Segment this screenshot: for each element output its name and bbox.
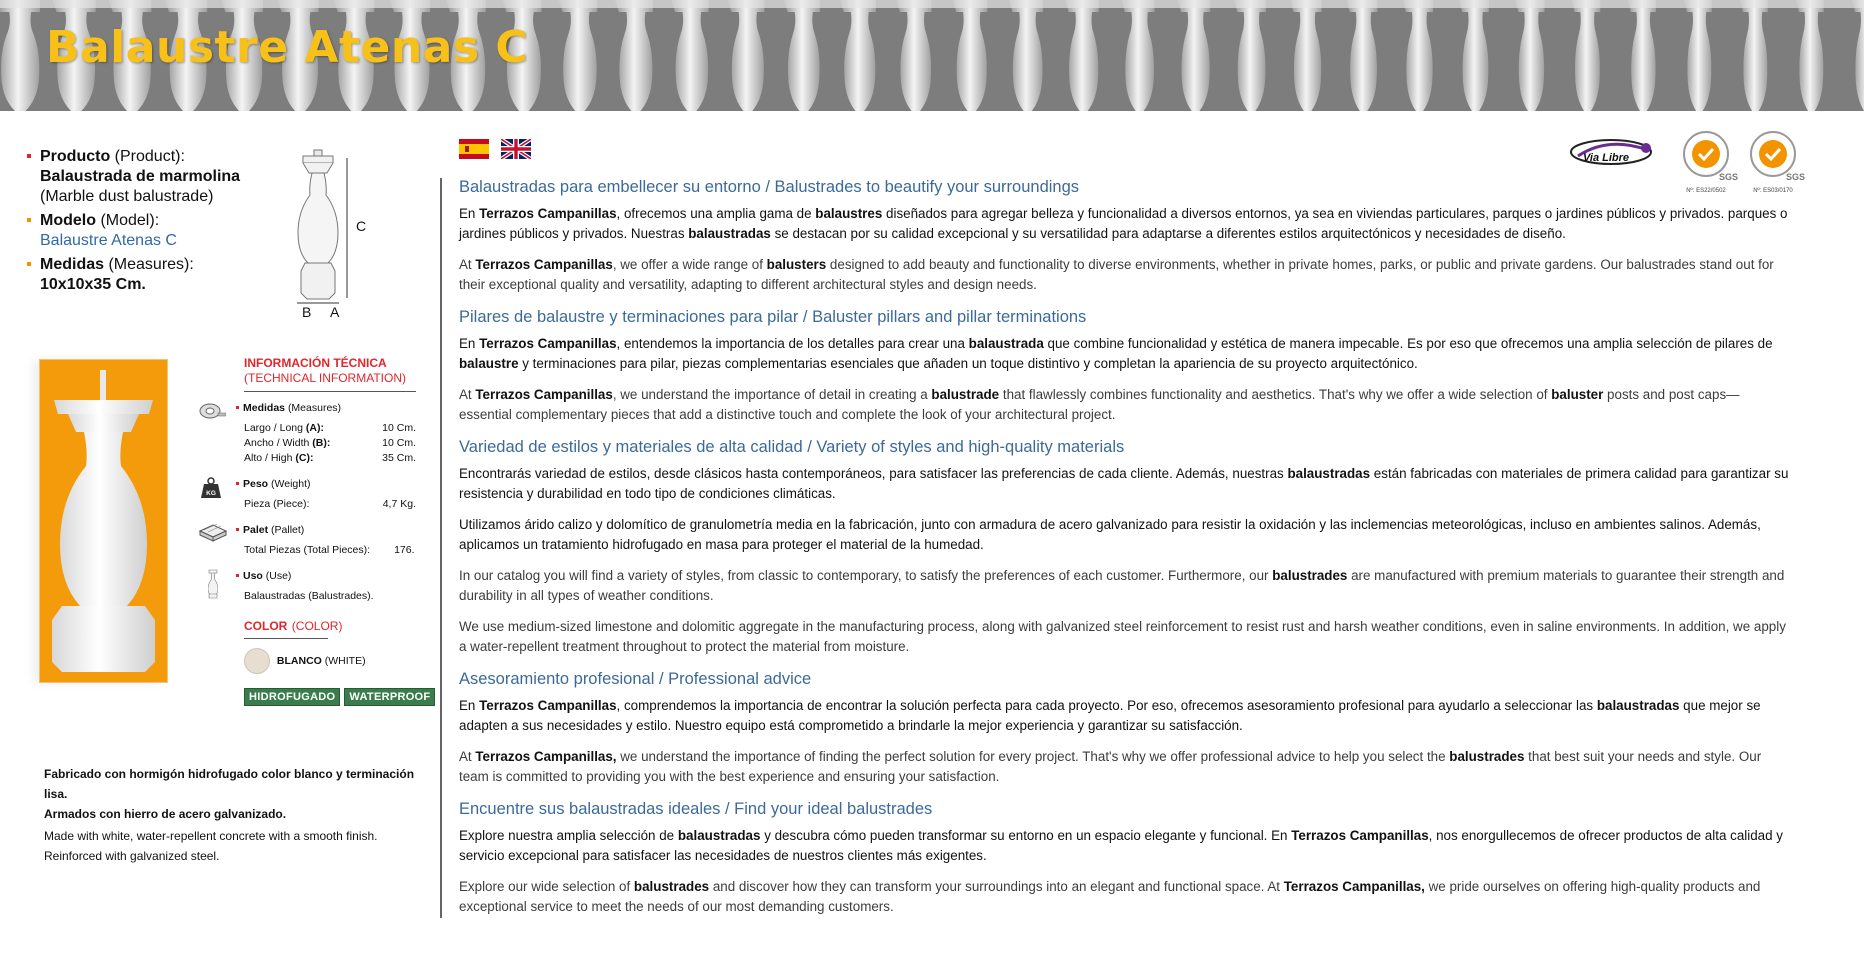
- column-divider: [440, 178, 442, 918]
- paragraph-es: En Terrazos Campanillas, entendemos la importancia de los detalles para crear una balaustrada que combine funcionalidad y estética de manera impecable. Es por eso que ofrecemos una amplia selección de pilares de balaustre y terminaciones para pilar, piezas complementarias esenciales que añaden un toque distintivo y completan la apariencia de su proyecto arquitectónico.: [459, 336, 1773, 371]
- section-title: Variedad de estilos y materiales de alta calidad / Variety of styles and high-quality materials: [459, 438, 1125, 456]
- product-photo: [40, 360, 167, 682]
- paragraph-en: At Terrazos Campanillas, we understand the importance of detail in creating a balustrade that flawlessly combines functionality and aesthetics. That's why we offer a wide selection of baluster posts and post caps—essential complementary pieces that add a distinctive touch and complete the look of your architectural project.: [459, 387, 1740, 422]
- svg-text:Nº: ES22/0502: Nº: ES22/0502: [1686, 188, 1726, 194]
- waterproof-badge-es: HIDROFUGADO: [244, 688, 340, 706]
- spec-measures: Medidas (Measures): 10x10x35 Cm.: [27, 255, 267, 295]
- pallet-icon: [198, 523, 226, 545]
- technical-drawing: [285, 148, 375, 320]
- tech-subheading: (TECHNICAL INFORMATION): [244, 371, 406, 385]
- svg-text:KG: KG: [206, 490, 216, 497]
- section-title: Asesoramiento profesional / Professional advice: [459, 670, 812, 688]
- weight-row: Pieza (Piece): 4,7 Kg.: [244, 498, 416, 510]
- measure-row: Alto / High (C): 35 Cm.: [244, 452, 416, 464]
- product-specs: [27, 147, 267, 299]
- spec-product: Producto (Product): Balaustrada de marmolina (Marble dust balustrade): [27, 147, 267, 207]
- material-note: Fabricado con hormigón hidrofugado color blanco y terminación lisa. Armados con hierro de acero galvanizado. Made with white, water-repellent concrete with a smooth finish. Reinforced with galvanized steel.: [44, 767, 415, 863]
- measure-row: Largo / Long (A): 10 Cm.: [244, 422, 416, 434]
- paragraph-en: At Terrazos Campanillas, we offer a wide range of balusters designed to add beauty and functionality to diverse environments, whether in private homes, parks, or public and private gardens. Our balustrades stand out for their exceptional quality and versatility, adapting to different architectural styles and design needs.: [459, 257, 1774, 292]
- paragraph-en: We use medium-sized limestone and dolomitic aggregate in the manufacturing process, along with galvanized steel reinforcement to resist rust and harsh weather conditions, even in saline environments. In addition, we apply a water-repellent treatment throughout to protect the material from moisture.: [459, 619, 1786, 654]
- baluster-use-icon: [208, 569, 236, 591]
- section: [459, 668, 1789, 786]
- use-value: Balaustradas (Balustrades).: [244, 590, 374, 602]
- section: [459, 306, 1789, 424]
- technical-information: [196, 356, 431, 706]
- paragraph-en: Explore our wide selection of balustrades and discover how they can transform your surroundings into an elegant and functional space. At Terrazos Campanillas, we pride ourselves on offering high-quality products and exceptional service to meet the needs of our most demanding customers.: [459, 879, 1761, 914]
- feature-badges: [196, 688, 431, 706]
- pallet-row: Total Piezas (Total Pieces): 176.: [244, 544, 415, 556]
- spec-model: Modelo (Model): Balaustre Atenas C: [27, 211, 267, 251]
- section-title: Pilares de balaustre y terminaciones para pilar / Baluster pillars and pillar terminations: [459, 308, 1087, 326]
- paragraph-es: En Terrazos Campanillas, comprendemos la importancia de encontrar la solución perfecta para cada proyecto. Por eso, ofrecemos asesoramiento profesional para ayudarlo a seleccionar las balaustradas que mejor se adapten a sus necesidades y estilo. Nuestro equipo está comprometido a brindarle la mejor experiencia y garantizar su satisfacción.: [459, 698, 1761, 733]
- measure-row: Ancho / Width (B): 10 Cm.: [244, 437, 416, 449]
- dimension-a-label: A: [330, 304, 340, 320]
- description-content: [459, 176, 1789, 928]
- weight-block: KG Peso (Weight) Pieza (Piece): 4,7 Kg.: [196, 477, 416, 512]
- baluster-outline-icon: [285, 148, 375, 320]
- section: [459, 798, 1789, 916]
- section-title: Encuentre sus balaustradas ideales / Find your ideal balustrades: [459, 800, 933, 818]
- header-banner: [0, 0, 1864, 111]
- weight-icon: [200, 477, 228, 499]
- svg-text:SGS: SGS: [1786, 172, 1806, 182]
- waterproof-badge-en: WATERPROOF: [344, 688, 435, 706]
- measuring-tape-icon: [198, 401, 226, 423]
- dimension-c-label: C: [356, 218, 367, 234]
- paragraph-es: Utilizamos árido calizo y dolomítico de granulometría media en la fabricación, junto con armadura de acero galvanizado para resistir la oxidación y las inclemencias meteorológicas, incluso en ambientes salinos. Además, aplicamos un tratamiento hidrofugado en masa para proteger el material de la humedad.: [459, 517, 1761, 552]
- color-swatch: [244, 648, 270, 674]
- paragraph-es: Encontrarás variedad de estilos, desde clásicos hasta contemporáneos, para satisfacer las preferencias de cada cliente. Además, nuestras balaustradas están fabricadas con materiales de primera calidad para garantizar su resistencia y durabilidad en todo tipo de condiciones climáticas.: [459, 466, 1789, 501]
- section: [459, 436, 1789, 656]
- svg-text:Nº: ES03/0170: Nº: ES03/0170: [1753, 188, 1793, 194]
- divider: [244, 391, 416, 392]
- section-title: Balaustradas para embellecer su entorno / Balustrades to beautify your surroundings: [459, 178, 1080, 196]
- spain-flag-icon[interactable]: [459, 139, 489, 159]
- paragraph-en: At Terrazos Campanillas, we understand the importance of finding the perfect solution for every project. That's why we offer professional advice to help you select the balustrades that best suit your needs and style. Our team is committed to providing you with the best experience and ensuring your satisfaction.: [459, 749, 1762, 784]
- page-title: Balaustre Atenas C: [46, 22, 529, 73]
- measures-block: Medidas (Measures) Largo / Long (A): 10 Cm. Ancho / Width (B): 10 Cm. Alto / High (C): 35 Cm.: [196, 401, 416, 466]
- svg-text:Via Libre: Via Libre: [1582, 152, 1630, 164]
- language-selector: [459, 139, 531, 159]
- dimension-b-label: B: [302, 304, 312, 320]
- use-block: Uso (Use) Balaustradas (Balustrades).: [196, 569, 416, 604]
- color-block: COLOR (COLOR) BLANCO (WHITE): [196, 617, 416, 674]
- tech-heading: INFORMACIÓN TÉCNICA: [244, 356, 387, 370]
- svg-text:SGS: SGS: [1719, 172, 1739, 182]
- pallet-block: Palet (Pallet) Total Piezas (Total Pieces): 176.: [196, 523, 416, 558]
- paragraph-en: In our catalog you will find a variety of styles, from classic to contemporary, to satisfy the preferences of each customer. Furthermore, our balustrades are manufactured with premium materials to guarantee their strength and durability in all types of weather conditions.: [459, 568, 1785, 603]
- paragraph-es: Explore nuestra amplia selección de balaustradas y descubra cómo pueden transformar su entorno en un espacio elegante y funcional. En Terrazos Campanillas, nos enorgullecemos de ofrecer productos de alta calidad y servicio excepcional para satisfacer las necesidades de nuestros clientes más exigentes.: [459, 828, 1783, 863]
- paragraph-es: En Terrazos Campanillas, ofrecemos una amplia gama de balaustres diseñados para agregar belleza y funcionalidad a diversos entornos, ya sea en viviendas particulares, parques o jardines públicos y privados. parques o jardines públicos y privados. Nuestras balaustradas se destacan por su calidad excepcional y su versatilidad para adaptarse a diferentes estilos arquitectónicos y necesidades de diseño.: [459, 206, 1788, 241]
- baluster-image-icon: [40, 360, 167, 682]
- via-libre-logo: [1571, 140, 1651, 164]
- section: [459, 176, 1789, 294]
- uk-flag-icon[interactable]: [501, 139, 531, 159]
